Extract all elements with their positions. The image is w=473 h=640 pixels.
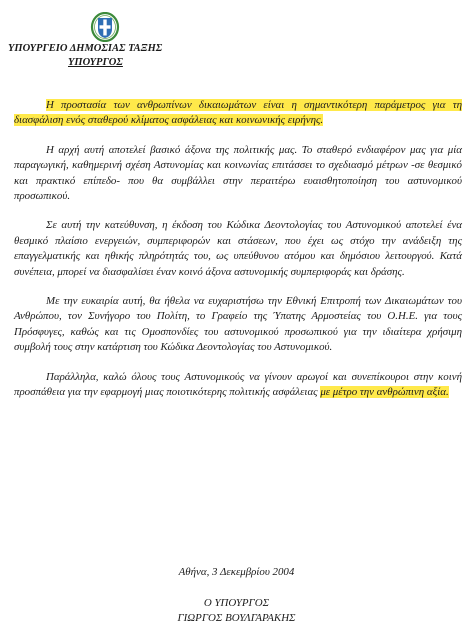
ministry-header (8, 42, 208, 70)
paragraph: Η αρχή αυτή αποτελεί βασικό άξονα της πολιτικής μας. Το σταθερό ενδιαφέρον μας για μία παραγωγική, καθημερινή σχέση Αστυνομίας και κοινωνίας επιτάσσει το σχεδιασμό μέτρων -σε θεσμικό και πρακτικό επίπεδο- που θα συμβάλλει στην περαιτέρω ευαισθητοποίηση του αστυνομικού προσωπικού. (14, 143, 462, 203)
signatory-title: Ο ΥΠΟΥΡΓΟΣ (203, 597, 270, 609)
greek-coat-of-arms-icon (90, 12, 120, 42)
signatory-name: ΓΙΩΡΓΟΣ ΒΟΥΛΓΑΡΑΚΗΣ (177, 612, 296, 624)
paragraph-closing (14, 370, 462, 401)
paragraph-intro (14, 98, 462, 129)
letter-date: Αθήνα, 3 Δεκεμβρίου 2004 (178, 566, 295, 578)
highlighted-text: με μέτρο την ανθρώπινη αξία. (320, 386, 449, 399)
highlighted-text: Η προστασία των ανθρωπίνων δικαιωμάτων είναι η σημαντικότερη παράμετρος για τη διασφάλιση ενός σταθερού κλίματος ασφάλειας και κοινωνικής ειρήνης. (14, 99, 462, 127)
paragraph-text: Παράλληλα, καλώ όλους τους Αστυνομικούς να γίνουν αρωγοί και συνεπίκουροι στην κοινή προσπάθεια για την εφαρμογή μιας ποιοτικότερης πολιτικής ασφάλειας (14, 370, 462, 399)
office-title: ΥΠΟΥΡΓΟΣ (68, 57, 123, 68)
letter-body (14, 98, 462, 415)
paragraph: Με την ευκαιρία αυτή, θα ήθελα να ευχαριστήσω την Εθνική Επιτροπή των Δικαιωμάτων του Ανθρώπου, τον Συνήγορο του Πολίτη, το Γραφείο της Ύπατης Αρμοστείας του Ο.Η.Ε. για τους Πρόσφυγες, καθώς και τις Ομοσπονδίες του αστυνομικού προσωπικού για την ιδιαίτερα χρήσιμη συμβολή τους στην κατάρτιση του Κώδικα Δεοντολογίας του Αστυνομικού. (14, 295, 462, 354)
ministry-name: ΥΠΟΥΡΓΕΙΟ ΔΗΜΟΣΙΑΣ ΤΑΞΗΣ (8, 43, 163, 54)
paragraph: Σε αυτή την κατεύθυνση, η έκδοση του Κώδικα Δεοντολογίας του Αστυνομικού αποτελεί ένα θεσμικό πλαίσιο ενεργειών, συμπεριφορών και στάσεων, που έχει ως στόχο την ανάδειξη της επαγγελματικής και ηθικής πληρότητάς του, ως υπεύθυνου ατόμου και δημόσιου λειτουργού. Κατά συνέπεια, μπορεί να διασφαλίσει έναν κοινό άξονα αστυνομικής συμπεριφοράς και δράσης. (14, 219, 462, 278)
